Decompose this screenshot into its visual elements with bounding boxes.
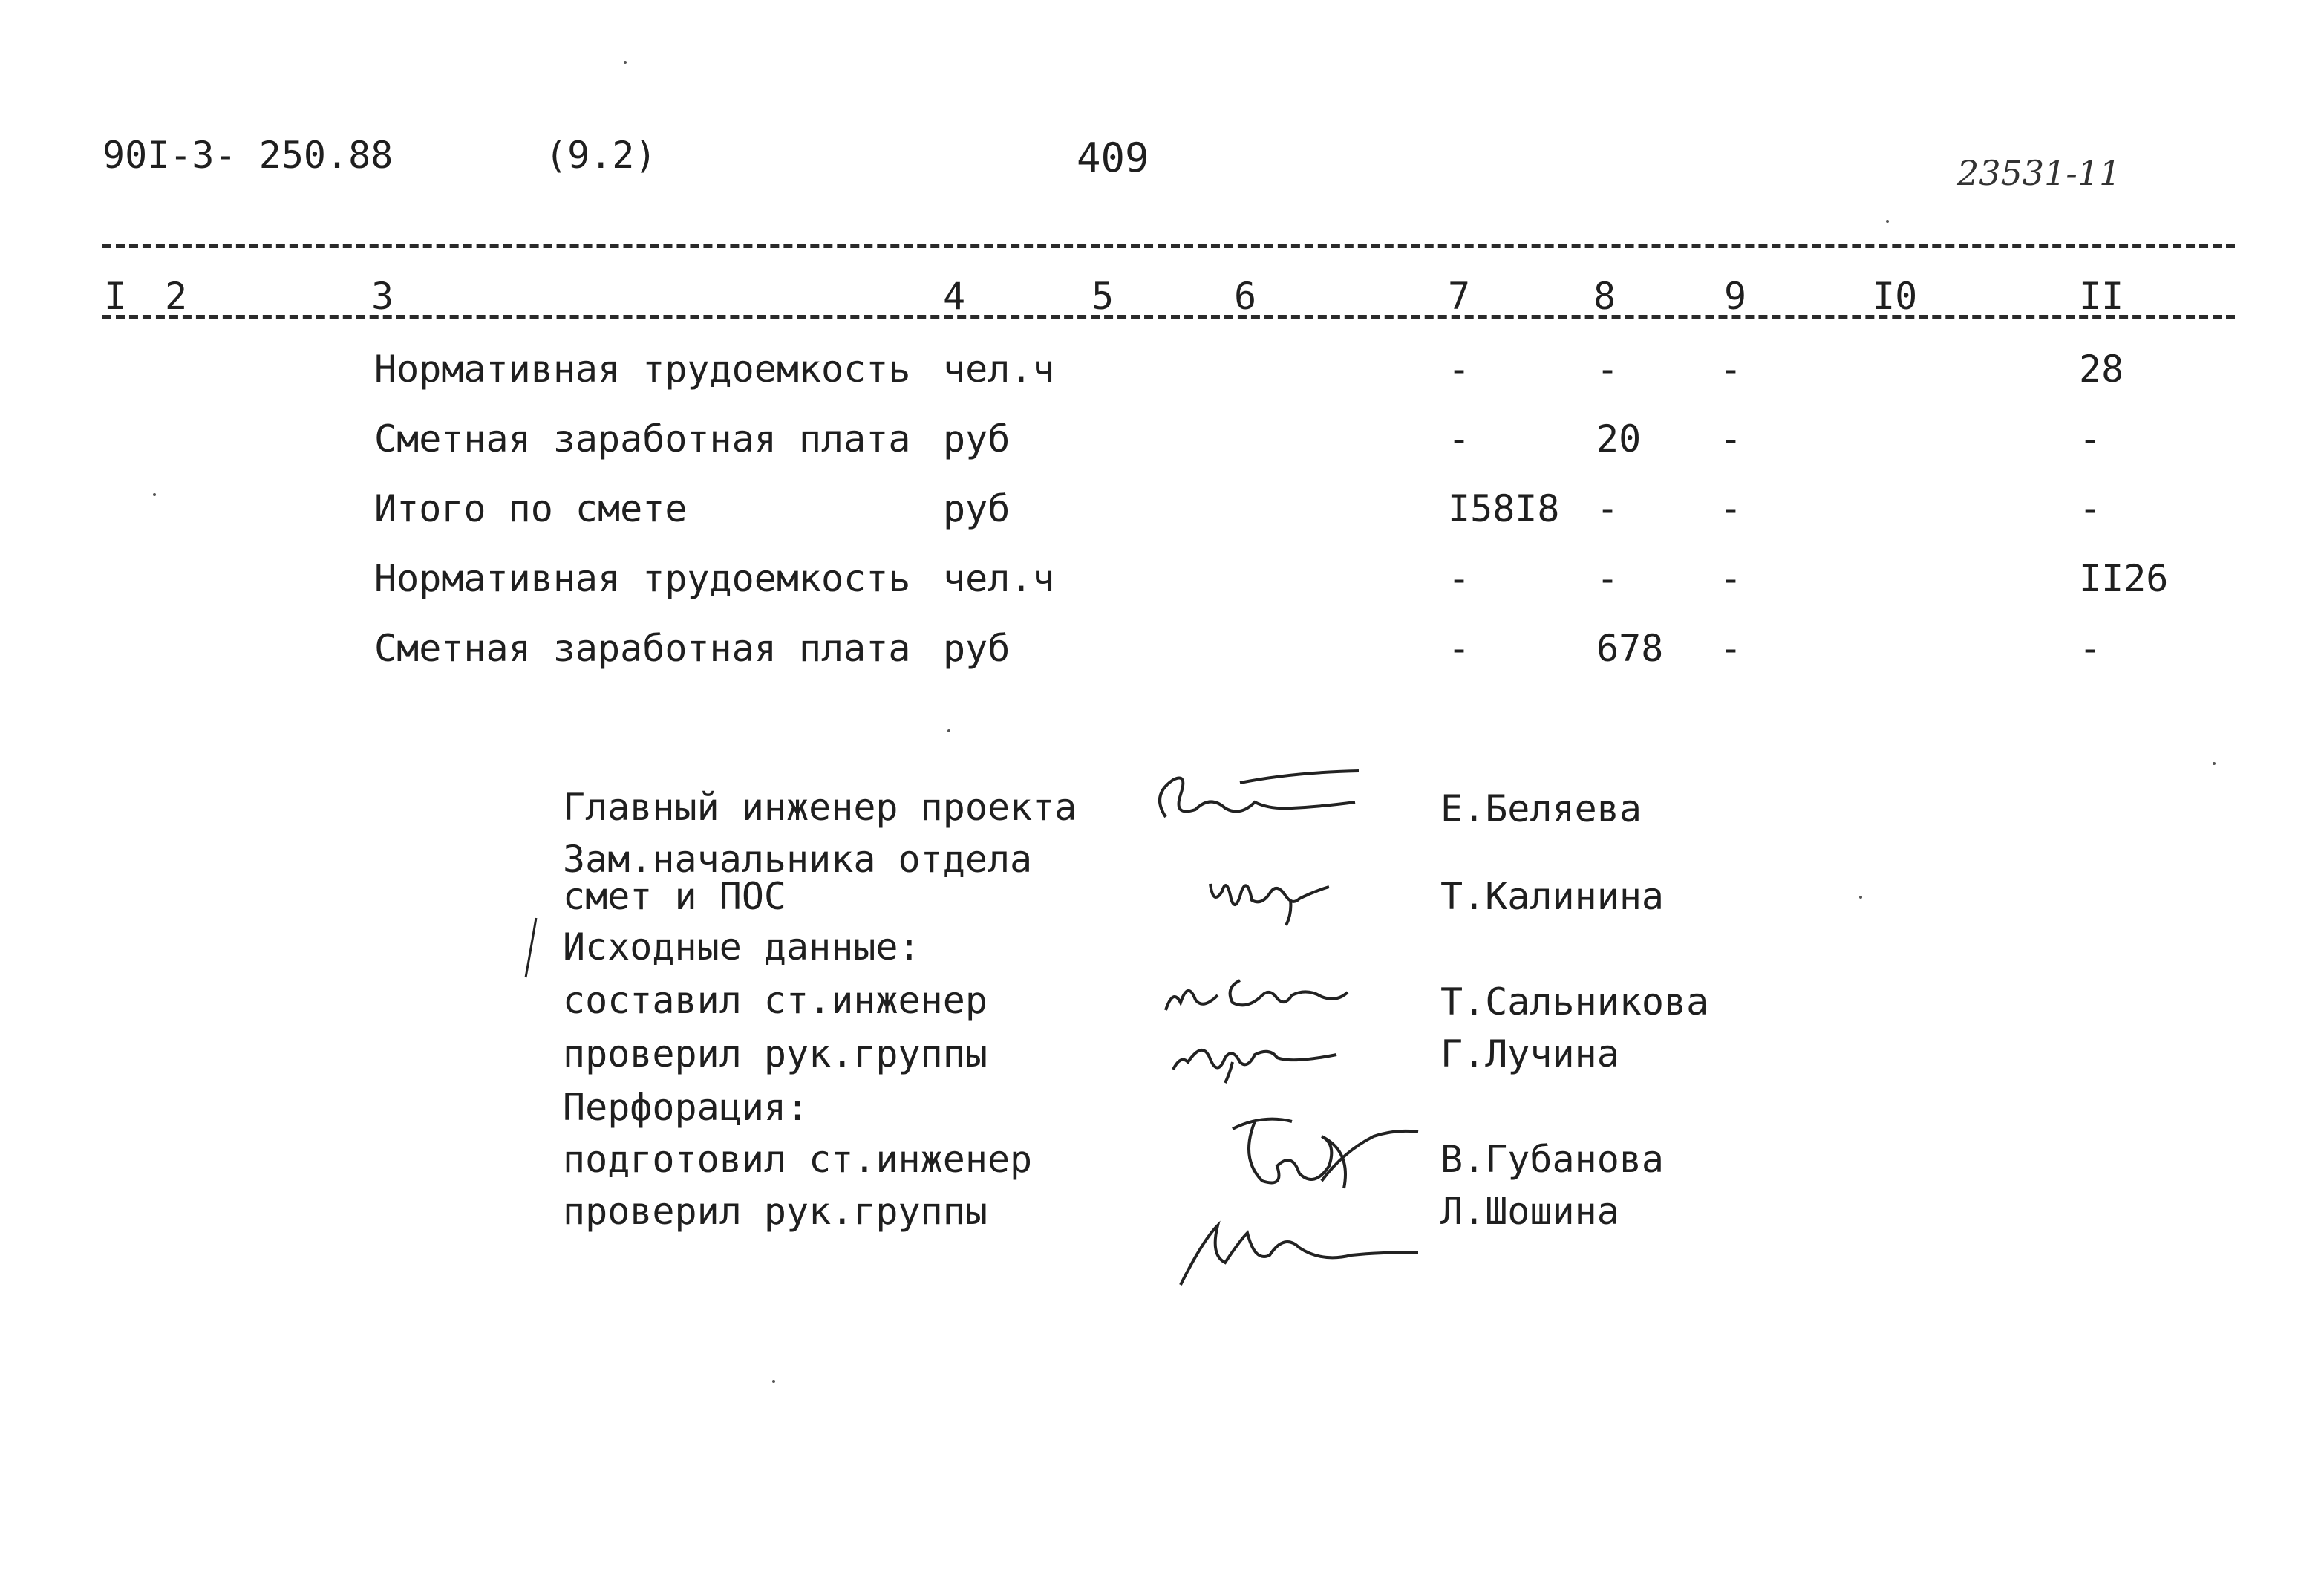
role-prepared: подготовил ст.инженер (563, 1138, 1033, 1181)
cell-col7: I58I8 (1448, 487, 1560, 530)
column-number: 6 (1234, 275, 1257, 318)
column-number: 5 (1091, 275, 1114, 318)
role-chief-engineer: Главный инженер проекта (563, 786, 1077, 829)
row-unit: руб (943, 627, 1011, 670)
scan-speck (153, 493, 156, 496)
role-compiled: составил ст.инженер (563, 979, 988, 1022)
column-number: 8 (1593, 275, 1616, 318)
row-name: Сметная заработная плата (374, 627, 911, 670)
name-deputy: Т.Калинина (1440, 875, 1665, 918)
role-checked-1: проверил рук.группы (563, 1032, 988, 1075)
page-number: 409 (1077, 134, 1149, 181)
cell-col7: - (1448, 417, 1471, 460)
source-data-heading: Исходные данные: (563, 925, 921, 968)
name-compiled: Т.Сальникова (1440, 980, 1709, 1023)
cell-col7: - (1448, 627, 1471, 670)
scan-speck (2213, 762, 2216, 765)
row-unit: руб (943, 417, 1011, 460)
cell-col8: 678 (1596, 627, 1664, 670)
signature-deputy (1203, 862, 1336, 928)
scan-speck (1859, 896, 1862, 899)
name-checked-2: Л.Шошина (1440, 1190, 1619, 1233)
cell-col7: - (1448, 348, 1471, 391)
signature-compiled (1158, 966, 1351, 1025)
column-number: 3 (371, 275, 394, 318)
inventory-number: 23531-11 (1957, 153, 2121, 193)
row-unit: чел.ч (943, 557, 1055, 600)
column-number: 9 (1724, 275, 1747, 318)
cell-col11: - (2079, 417, 2102, 460)
row-name: Итого по смете (374, 487, 688, 530)
cell-col11: - (2079, 627, 2102, 670)
cell-col9: - (1720, 487, 1743, 530)
table-top-rule (102, 244, 2235, 248)
role-deputy-line1: Зам.начальника отдела (563, 838, 1033, 881)
signature-checked-1 (1166, 1025, 1344, 1084)
column-number: I0 (1873, 275, 1918, 318)
row-name: Нормативная трудоемкость (374, 557, 911, 600)
margin-mark (520, 915, 542, 982)
cell-col9: - (1720, 417, 1743, 460)
cell-col7: - (1448, 557, 1471, 600)
document-code: 90I-3- 250.88 (102, 134, 394, 177)
row-unit: руб (943, 487, 1011, 530)
row-name: Сметная заработная плата (374, 417, 911, 460)
row-unit: чел.ч (943, 348, 1055, 391)
role-checked-2: проверил рук.группы (563, 1190, 988, 1233)
row-name: Нормативная трудоемкость (374, 348, 911, 391)
perforation-heading: Перфорация: (563, 1086, 809, 1129)
name-prepared: В.Губанова (1440, 1138, 1665, 1181)
signature-perforation (1173, 1107, 1426, 1292)
scan-speck (947, 729, 950, 732)
cell-col11: II26 (2079, 557, 2169, 600)
cell-col9: - (1720, 627, 1743, 670)
cell-col9: - (1720, 557, 1743, 600)
scan-speck (1886, 220, 1889, 223)
name-checked-1: Г.Лучина (1440, 1032, 1619, 1075)
cell-col9: - (1720, 348, 1743, 391)
name-chief-engineer: Е.Беляева (1440, 787, 1642, 830)
cell-col8: - (1596, 557, 1619, 600)
role-deputy-line2: смет и ПОС (563, 875, 787, 918)
cell-col11: - (2079, 487, 2102, 530)
scan-speck (624, 61, 627, 64)
column-number: II (2079, 275, 2124, 318)
scan-speck (772, 1380, 775, 1383)
column-number: 2 (165, 275, 188, 318)
cell-col8: - (1596, 348, 1619, 391)
signature-chief-engineer (1143, 765, 1366, 832)
cell-col11: 28 (2079, 348, 2124, 391)
cell-col8: - (1596, 487, 1619, 530)
cell-col8: 20 (1596, 417, 1642, 460)
column-number: I (104, 275, 127, 318)
column-number: 4 (943, 275, 966, 318)
section-number: (9.2) (545, 134, 657, 177)
column-number: 7 (1448, 275, 1471, 318)
